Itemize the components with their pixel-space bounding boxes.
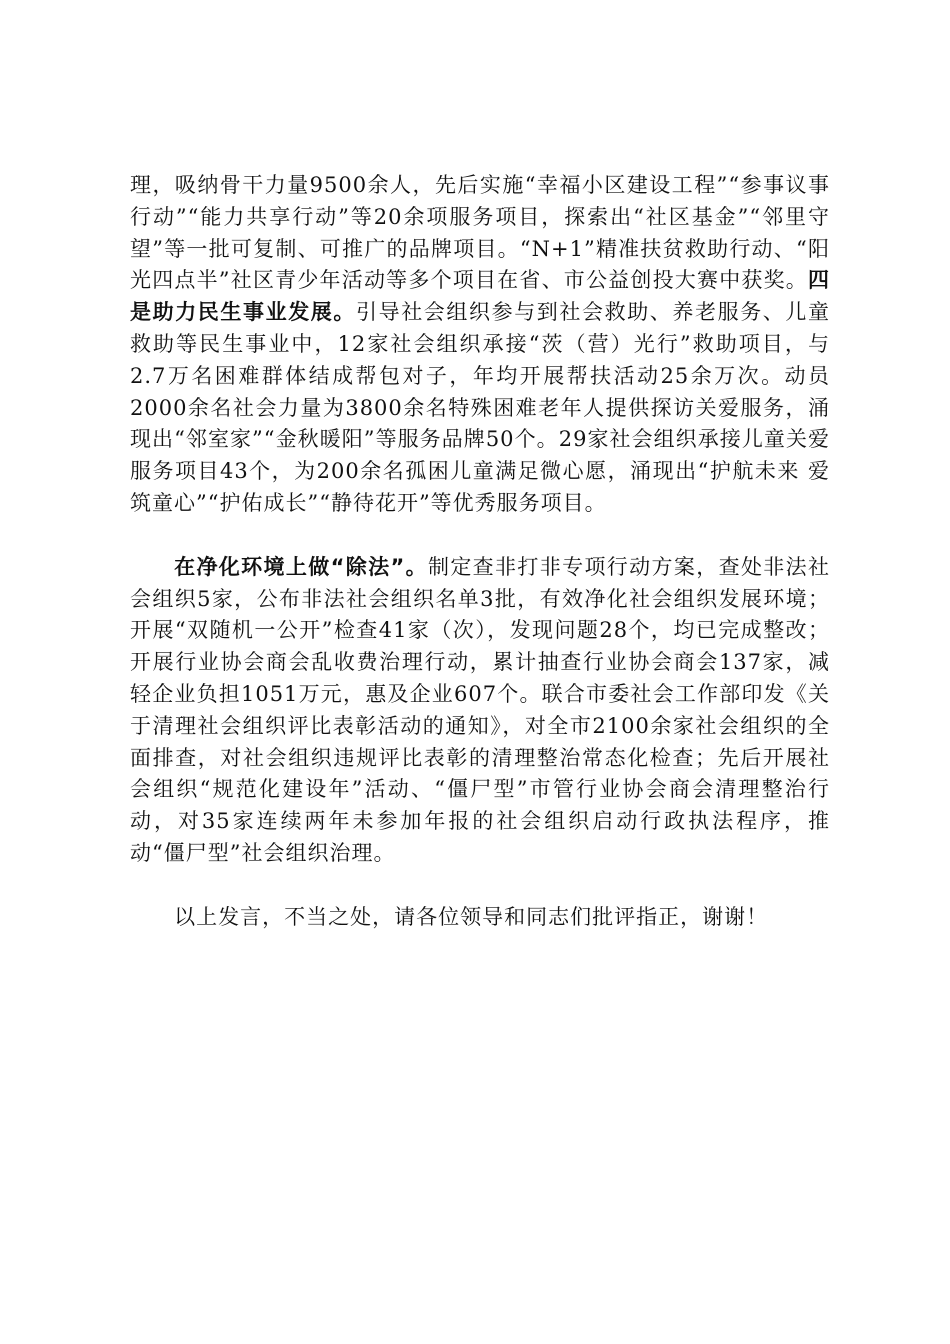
section-heading-purify: 在净化环境上做“除法”。 bbox=[174, 554, 428, 579]
paragraph-2-text: 制定查非打非专项行动方案，查处非法社会组织5家，公布非法社会组织名单3批，有效净化社会组织发展环境；开展“双随机一公开”检查41家（次），发现问题28个，均已完成整改；开展行业协会商会乱收费治理行动，累计抽查行业协会商会137家，减轻企业负担1051万元，惠及企业607个。联合市委社会工作部印发《关于清理社会组织评比表彰活动的通知》，对全市2100余家社会组织的全面排查，对社会组织违规评比表彰的清理整治常态化检查；先后开展社会组织“规范化建设年”活动、“僵尸型”市管行业协会商会清理整治行动，对35家连续两年未参加年报的社会组织启动行政执法程序，推动“僵尸型”社会组织治理。 bbox=[130, 554, 831, 865]
section-heading-4: 四是助力民生事业发展。 bbox=[130, 268, 830, 325]
paragraph-1 bbox=[130, 170, 830, 520]
closing-text: 以上发言，不当之处，请各位领导和同志们批评指正，谢谢！ bbox=[174, 904, 769, 929]
paragraph-2 bbox=[130, 552, 830, 870]
document-body bbox=[130, 170, 830, 934]
paragraph-1-text-b: 引导社会组织参与到社会救助、养老服务、儿童救助等民生事业中，12家社会组织承接“茨（营）光行”救助项目，与2.7万名困难群体结成帮包对子，年均开展帮扶活动25余万次。动员2000余名社会力量为3800余名特殊困难老年人提供探访关爱服务，涌现出“邻室家”“金秋暖阳”等服务品牌50个。29家社会组织承接儿童关爱服务项目43个，为200余名孤困儿童满足微心愿，涌现出“护航未来 爱筑童心”“护佑成长”“静待花开”等优秀服务项目。 bbox=[130, 300, 830, 515]
paragraph-3-closing bbox=[130, 902, 830, 934]
paragraph-1-text-a: 理，吸纳骨干力量9500余人，先后实施“幸福小区建设工程”“参事议事行动”“能力共享行动”等20余项服务项目，探索出“社区基金”“邻里守望”等一批可复制、可推广的品牌项目。“N+1”精准扶贫救助行动、“阳光四点半”社区青少年活动等多个项目在省、市公益创投大赛中获奖。 bbox=[130, 173, 830, 293]
